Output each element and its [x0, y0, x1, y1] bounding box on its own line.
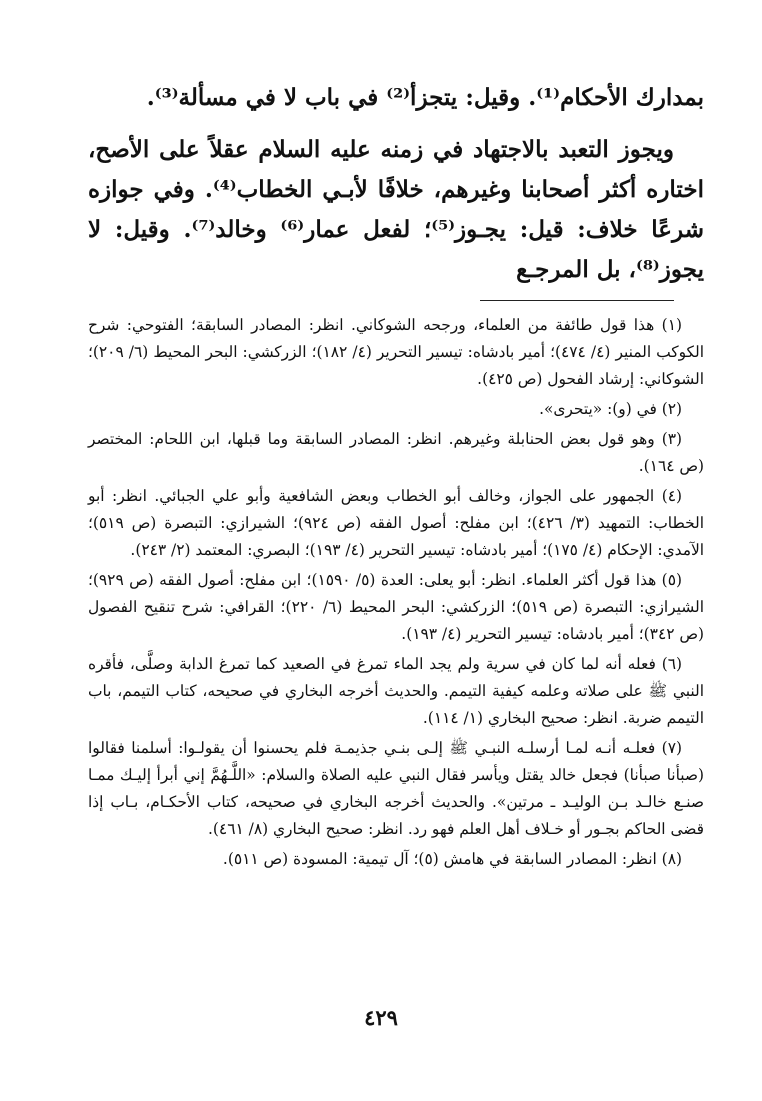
main-text-paragraph-2: ويجوز التعبد بالاجتهاد في زمنه عليه السلام عقلاً على الأصح، اختاره أكثر أصحابنا وغيرهم، خلافًا لأبـي الخطاب⁽⁴⁾. وفي جوازه شرعًا خلاف: قيل: يجـوز⁽⁵⁾؛ لفعل عمار⁽⁶⁾ وخالد⁽⁷⁾. وقيل: لا يجوز⁽⁸⁾، بل المرجـع: [88, 136, 704, 283]
main-text: [88, 78, 704, 290]
footnote-3: (٣) وهو قول بعض الحنابلة وغيرهم. انظر: المصادر السابقة وما قبلها، ابن اللحام: المختصر (ص ١٦٤).: [88, 430, 704, 475]
footnote-5: (٥) هذا قول أكثر العلماء. انظر: أبو يعلى: العدة (٥/ ١٥٩٠)؛ ابن مفلح: أصول الفقه (ص ٩٢٩)؛ الشيرازي: التبصرة (ص ٥١٩)؛ الزركشي: البحر المحيط (٦/ ٢٢٠)؛ القرافي: شرح تنقيح الفصول (ص ٣٤٢)؛ أمير بادشاه: تيسير التحرير (٤/ ١٩٣).: [88, 571, 704, 643]
page-number: ٤٢٩: [364, 1005, 398, 1030]
footnote-1: (١) هذا قول طائفة من العلماء، ورجحه الشوكاني. انظر: المصادر السابقة؛ الفتوحي: شرح الكوكب المنير (٤/ ٤٧٤)؛ أمير بادشاه: تيسير التحرير (٤/ ١٨٢)؛ الزركشي: البحر المحيط (٦/ ٢٠٩)؛ الشوكاني: إرشاد الفحول (ص ٤٢٥).: [88, 316, 705, 388]
footnote-2: (٢) في (و): «يتحرى».: [539, 400, 682, 418]
footnotes: [88, 312, 704, 876]
main-text-line-1: بمدارك الأحكام⁽¹⁾. وقيل: يتجزأ⁽²⁾ في باب لا في مسألة⁽³⁾.: [146, 84, 704, 111]
footnote-6: (٦) فعله أنه لما كان في سرية ولم يجد الماء تمرغ في الصعيد كما تمرغ الدابة وصلَّى، فأقره النبي ﷺ على صلاته وعلمه كيفية التيمم. والحديث أخرجه البخاري في صحيحه، كتاب التيمم، باب التيمم ضربة. انظر: صحيح البخاري (١/ ١١٤).: [88, 655, 704, 727]
footnote-7: (٧) فعلـه أنـه لمـا أرسلـه النبـي ﷺ إلـى بنـي جذيمـة فلم يحسنوا أن يقولـوا: أسلمنا فقالوا (صبأنا صبأنا) فجعل خالد يقتل ويأسر فقال النبي عليه الصلاة والسلام: «اللَّـهُمَّ إني أبرأ إليـك ممـا صنـع خالـد بـن الوليـد ـ مرتين». والحديث أخرجه البخاري في صحيحه، كتاب الأحكـام، بـاب إذا قضى الحاكم بجـور أو خـلاف أهل العلم فهو رد. انظر: صحيح البخاري (٨/ ٤٦١).: [88, 739, 704, 838]
footnote-8: (٨) انظر: المصادر السابقة في هامش (٥)؛ آل تيمية: المسودة (ص ٥١١).: [222, 850, 682, 868]
footnote-4: (٤) الجمهور على الجواز، وخالف أبو الخطاب وبعض الشافعية وأبو علي الجبائي. انظر: أبو الخطاب: التمهيد (٣/ ٤٢٦)؛ ابن مفلح: أصول الفقه (ص ٩٢٤)؛ الشيرازي: التبصرة (ص ٥١٩)؛ الآمدي: الإحكام (٤/ ١٧٥)؛ أمير بادشاه: تيسير التحرير (٤/ ١٩٣)؛ البصري: المعتمد (٢/ ٢٤٣).: [88, 487, 704, 559]
footnote-separator: [480, 300, 674, 301]
